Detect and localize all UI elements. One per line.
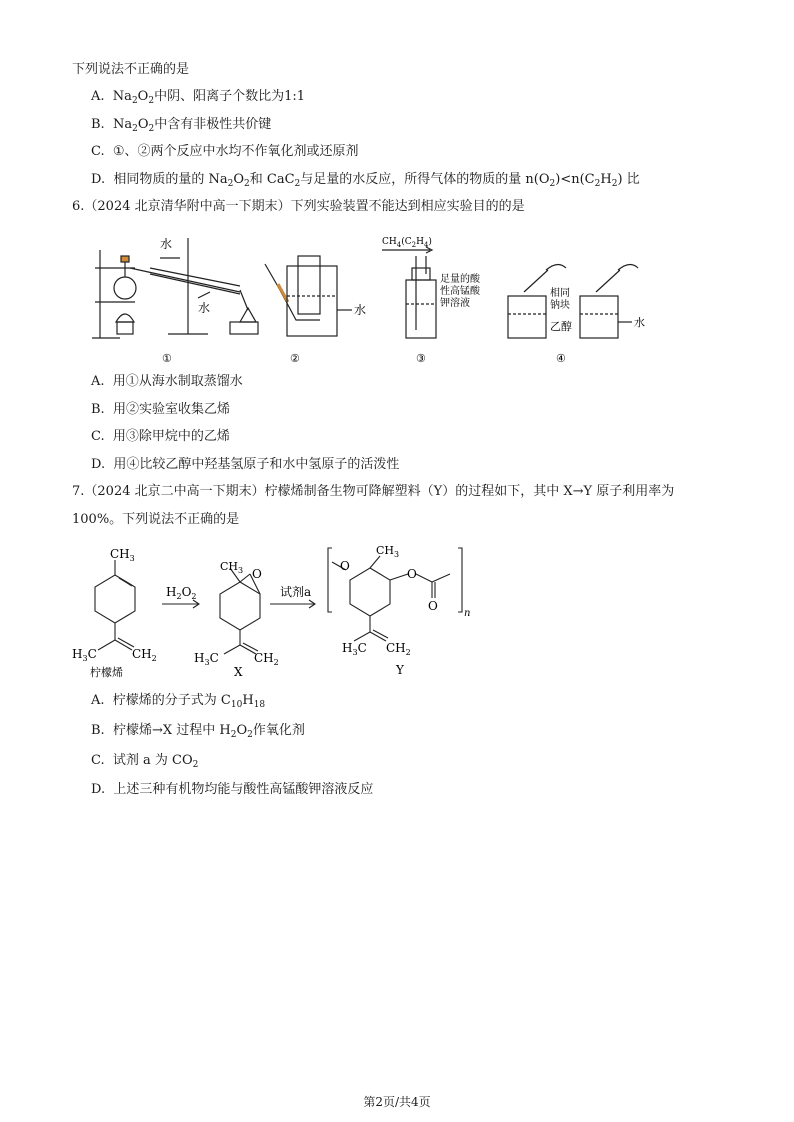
page-footer: 第2页/共4页	[363, 1095, 431, 1109]
x-epoxide-o: O	[252, 567, 262, 581]
q6-option-c[interactable]: C. 用③除甲烷中的乙烯	[91, 429, 230, 444]
na-block-label-2: 钠块	[550, 300, 570, 311]
x-label: X	[234, 665, 243, 679]
limonene-name: 柠檬烯	[90, 666, 123, 679]
limonene-ch3: $CH_3$	[110, 547, 135, 563]
gas-label: $CH_4(C_2H_4)$	[382, 237, 432, 249]
q7-reaction-scheme	[70, 540, 490, 680]
kmno4-label-3: 钾溶液	[440, 298, 470, 309]
reagent-a: 试剂a	[280, 585, 312, 599]
x-h3c: $H_3C$	[194, 651, 219, 667]
apparatus-4-label: ④	[556, 352, 566, 365]
q6-option-d[interactable]: D. 用④比较乙醇中羟基氢原子和水中氢原子的活泼性	[91, 457, 400, 472]
y-carbonyl-o: O	[428, 599, 438, 613]
ethanol-label: 乙醇	[550, 320, 572, 333]
apparatus-3-label: ③	[416, 352, 426, 365]
q6-option-b[interactable]: B. 用②实验室收集乙烯	[91, 402, 230, 417]
q5-option-a[interactable]: A. $Na_2O_2$中阴、阳离子个数比为1:1	[91, 89, 306, 106]
x-ch2: $CH_2$	[254, 651, 279, 667]
kmno4-label-2: 性高锰酸	[440, 286, 480, 297]
q5-option-d[interactable]: D. 相同物质的量的 $Na_2O_2$和 CaC$_2$与足量的水反应，所得气体的物质的量 $n(O_2)<n(C_2H_2)$ 比	[91, 172, 640, 189]
y-n-subscript: n	[464, 608, 471, 619]
water-inlet-label: 水	[160, 237, 173, 251]
y-ester-o: O	[407, 567, 417, 581]
y-ch2: $CH_2$	[386, 641, 411, 657]
q6-apparatus-figure	[90, 230, 650, 370]
q7-option-b[interactable]: B. 柠檬烯→X 过程中 $H_2O_2$作氧化剂	[91, 723, 305, 740]
water-label-2: 水	[354, 303, 367, 317]
y-ring-o: O	[340, 559, 350, 573]
q7-header-line1: 7.（2024 北京二中高一下期末）柠檬烯制备生物可降解塑料（Y）的过程如下，其中 X→Y 原子利用率为	[72, 484, 675, 499]
limonene-ch2: $CH_2$	[132, 647, 157, 663]
limonene-h3c: $H_3C$	[72, 647, 97, 663]
kmno4-label-1: 足量的酸	[440, 274, 480, 285]
y-h3c: $H_3C$	[342, 641, 367, 657]
q7-option-a[interactable]: A. 柠檬烯的分子式为 $C_{10}H_{18}$	[91, 693, 266, 710]
q6-option-a[interactable]: A. 用①从海水制取蒸馏水	[91, 374, 243, 389]
q5-option-b[interactable]: B. $Na_2O_2$中含有非极性共价键	[91, 117, 272, 134]
apparatus-2-label: ②	[290, 352, 300, 365]
na-block-label-1: 相同	[550, 288, 570, 299]
q5-prompt: 下列说法不正确的是	[72, 62, 190, 77]
x-ch3: $CH_3$	[220, 560, 244, 575]
q5-option-c[interactable]: C. ①、②两个反应中水均不作氧化剂或还原剂	[91, 144, 359, 159]
q7-header-line2: 100%。下列说法不正确的是	[72, 512, 240, 527]
y-ch3: $CH_3$	[376, 544, 400, 559]
q7-option-c[interactable]: C. 试剂 a 为 $CO_2$	[91, 753, 199, 770]
y-label: Y	[396, 663, 404, 677]
water-outlet-label: 水	[198, 301, 211, 315]
water-label-4: 水	[634, 316, 645, 329]
q7-option-d[interactable]: D. 上述三种有机物均能与酸性高锰酸钾溶液反应	[91, 782, 374, 797]
apparatus-1-label: ①	[162, 352, 172, 365]
q6-header: 6.（2024 北京清华附中高一下期末）下列实验装置不能达到相应实验目的的是	[72, 199, 525, 214]
reagent-h2o2: $H_2O_2$	[166, 585, 197, 601]
